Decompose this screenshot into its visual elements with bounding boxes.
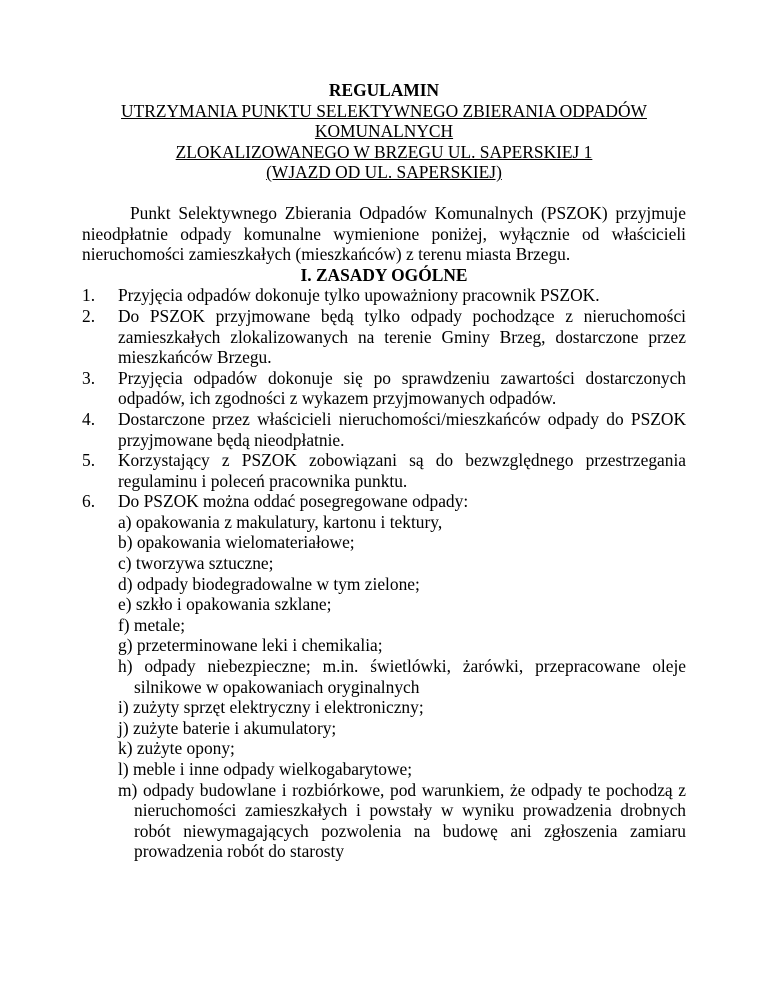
rule-text: Do PSZOK przyjmowane będą tylko odpady pochodzące z nieruchomości zamieszkałych zlokalizowanych na terenie Gminy Brzeg, dostarczone przez mieszkańców Brzegu. — [118, 305, 686, 368]
rule-text: Przyjęcia odpadów dokonuje tylko upoważniony pracownik PSZOK. — [118, 285, 600, 306]
document-title — [82, 80, 686, 183]
rule-text: Korzystający z PSZOK zobowiązani są do bezwzględnego przestrzegania regulaminu i poleceń pracownika punktu. — [118, 450, 686, 491]
rule-item — [82, 450, 686, 491]
rule-number: 2. — [82, 305, 96, 326]
title-line-3: KOMUNALNYCH — [314, 121, 454, 142]
waste-item: d) odpady biodegradowalne w tym zielone; — [118, 573, 420, 594]
waste-item: m) odpady budowlane i rozbiórkowe, pod warunkiem, że odpady te pochodzą z nieruchomości zamieszkałych i powstały w wyniku prowadzenia drobnych robót niewymagających pozwolenia na budowę ani zgłoszenia zamiaru prowadzenia robót do starosty — [118, 779, 686, 862]
waste-item: k) zużyte opony; — [118, 738, 235, 759]
general-rules-list — [82, 285, 686, 512]
rule-number: 6. — [82, 491, 96, 512]
title-line-5: (WJAZD OD UL. SAPERSKIEJ) — [266, 162, 502, 183]
rule-item — [82, 491, 686, 512]
rule-item — [82, 285, 686, 306]
rule-text: Do PSZOK można oddać posegregowane odpady: — [118, 491, 469, 512]
waste-item: b) opakowania wielomateriałowe; — [118, 532, 355, 553]
waste-item: h) odpady niebezpieczne; m.in. świetlówki, żarówki, przepracowane oleje silnikowe w opakowaniach oryginalnych — [118, 656, 686, 697]
rule-number: 1. — [82, 285, 96, 306]
title-line-2: UTRZYMANIA PUNKTU SELEKTYWNEGO ZBIERANIA ODPADÓW — [121, 100, 647, 121]
intro-paragraph: Punkt Selektywnego Zbierania Odpadów Komunalnych (PSZOK) przyjmuje nieodpłatnie odpady komunalne wymienione poniżej, wyłącznie od właścicieli nieruchomości zamieszkałych (mieszkańców) z terenu miasta Brzegu. — [82, 202, 686, 265]
waste-item: e) szkło i opakowania szklane; — [118, 594, 332, 615]
waste-item: a) opakowania z makulatury, kartonu i tektury, — [118, 511, 443, 532]
title-line-4: ZLOKALIZOWANEGO W BRZEGU UL. SAPERSKIEJ 1 — [175, 141, 593, 162]
waste-item: g) przeterminowane leki i chemikalia; — [118, 635, 383, 656]
rule-item — [82, 409, 686, 450]
waste-types-list — [82, 512, 686, 862]
rule-item — [82, 368, 686, 409]
rule-item — [82, 306, 686, 368]
waste-item: j) zużyte baterie i akumulatory; — [118, 717, 337, 738]
rule-text: Przyjęcia odpadów dokonuje się po sprawdzeniu zawartości dostarczonych odpadów, ich zgodności z wykazem przyjmowanych odpadów. — [118, 367, 686, 409]
waste-item: l) meble i inne odpady wielkogabarytowe; — [118, 759, 413, 779]
rule-number: 4. — [82, 408, 96, 429]
section-heading: I. ZASADY OGÓLNE — [300, 264, 468, 285]
waste-item: i) zużyty sprzęt elektryczny i elektroniczny; — [118, 697, 424, 718]
rule-text: Dostarczone przez właścicieli nieruchomości/mieszkańców odpady do PSZOK przyjmowane będą nieodpłatnie. — [118, 408, 686, 450]
title-regulamin: REGULAMIN — [328, 80, 440, 100]
waste-item: f) metale; — [118, 614, 186, 635]
waste-item: c) tworzywa sztuczne; — [118, 553, 274, 574]
rule-number: 3. — [82, 367, 96, 388]
rule-number: 5. — [82, 450, 96, 471]
